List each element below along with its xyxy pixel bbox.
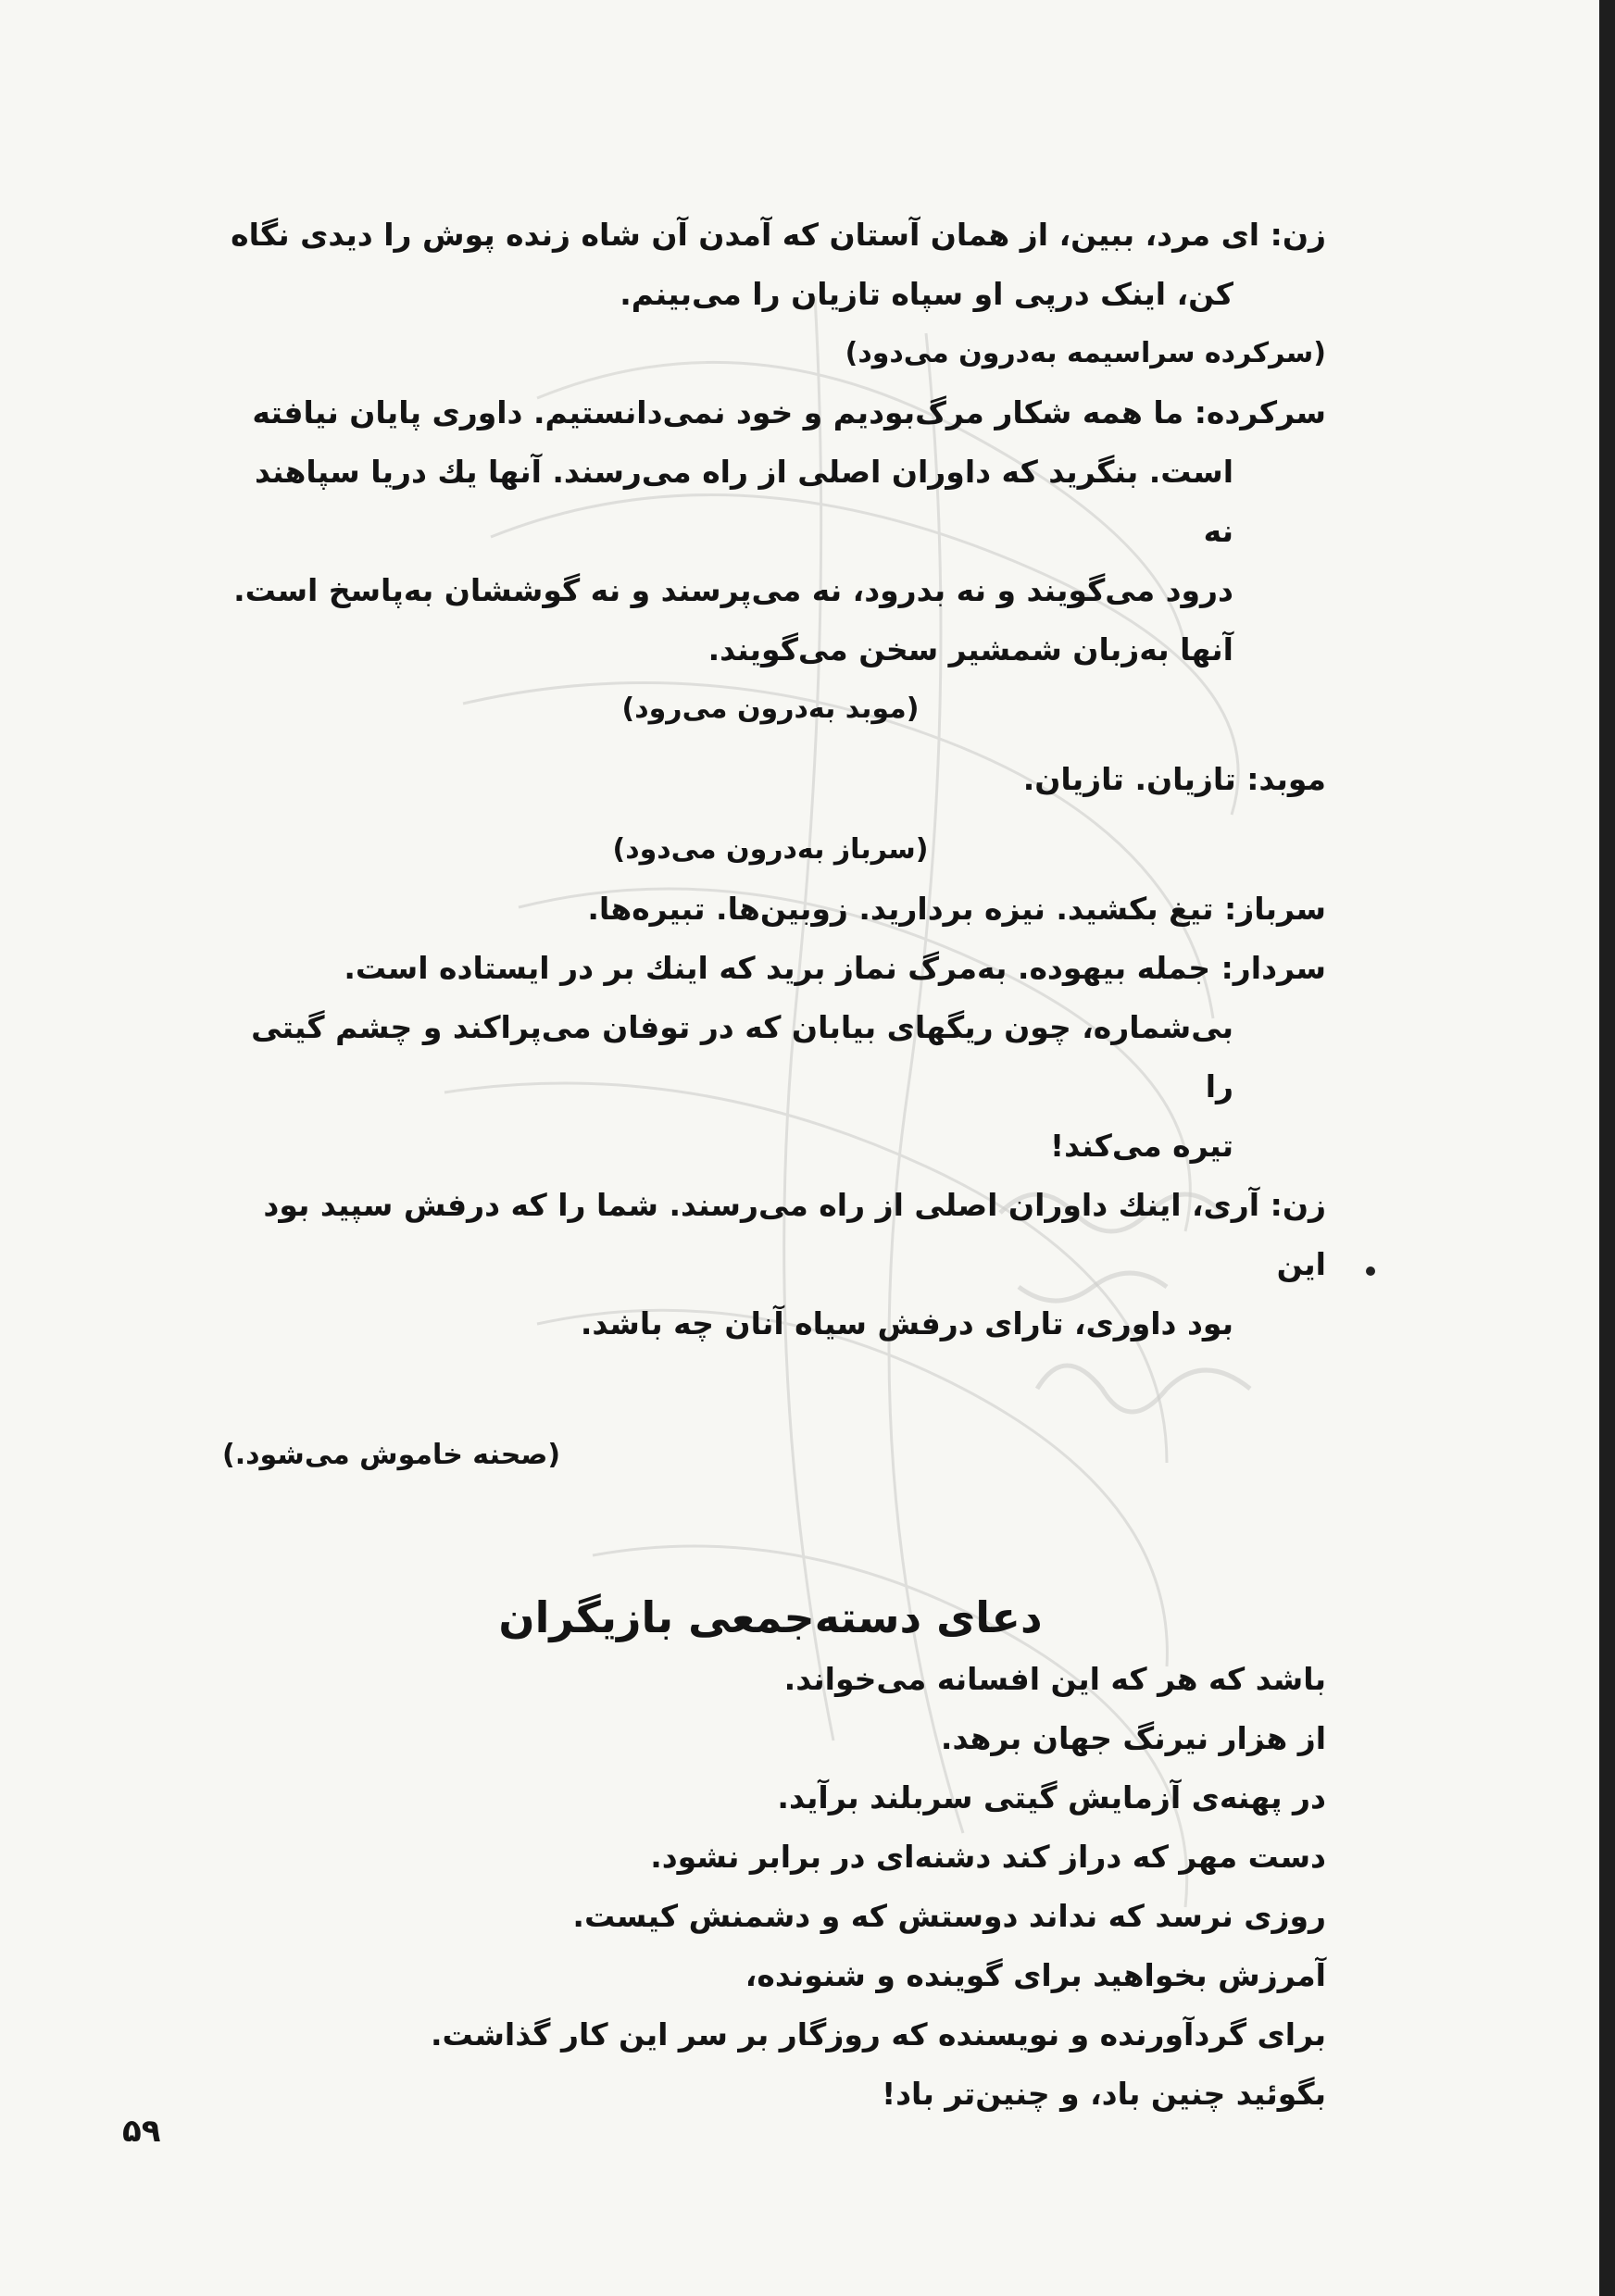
- dialogue-text: تیغ بکشید. نیزه بردارید. زوبین‌ها. تبیره‌ها.: [587, 891, 1214, 927]
- prayer-line: آمرزش بخواهید برای گوینده و شنونده،: [745, 1957, 1326, 1993]
- dialogue-continuation: کن، اینک درپی او سپاه تازیان را می‌بینم.: [620, 276, 1233, 312]
- prayer-line: از هزار نیرنگ جهان برهد.: [940, 1720, 1326, 1756]
- dialogue-continuation: بی‌شماره، چون ریگهای بیابان که در توفان می‌پراکند و چشم گیتی را: [251, 1009, 1233, 1104]
- dialogue-text: ای مرد، ببین، از همان آستان که آمدن آن شاه زنده پوش را دیدی نگاه: [231, 217, 1260, 253]
- prayer-line: برای گردآورنده و نویسنده که روزگار بر سر این کار گذاشت.: [430, 2016, 1326, 2053]
- ink-dot: [1366, 1267, 1375, 1276]
- dialogue-continuation: درود می‌گویند و نه بدرود، نه می‌پرسند و نه گوششان به‌پاسخ است.: [233, 572, 1233, 608]
- prayer-lines: [215, 1650, 1326, 2124]
- prayer-title: دعای دسته‌جمعی بازیگران: [498, 1592, 1043, 1642]
- dialogue-line-sarbaz: [215, 880, 1326, 939]
- stage-direction: (موبد به‌درون می‌رود): [621, 693, 920, 725]
- dialogue-continuation: تیره می‌کند!: [1050, 1128, 1233, 1164]
- prayer-line: باشد که هر که این افسانه می‌خواند.: [783, 1661, 1326, 1697]
- prayer-line: در پهنه‌ی آزمایش گیتی سربلند برآید.: [777, 1779, 1326, 1816]
- dialogue-text: ما همه شکار مرگ‌بودیم و خود نمی‌دانستیم. داوری پایان نیافته: [252, 394, 1184, 430]
- prayer-line: روزی نرسد که نداند دوستش که و دشمنش کیست.: [572, 1898, 1326, 1934]
- dialogue-text: تازیان. تازیان.: [1022, 761, 1236, 797]
- speaker-label: زن:: [1270, 1187, 1326, 1223]
- page-number: ۵۹: [122, 2113, 161, 2150]
- dialogue-text: جمله بیهوده. به‌مرگ نماز برید که اینك بر در ایستاده است.: [344, 950, 1211, 986]
- speaker-label: سرباز:: [1224, 891, 1326, 927]
- dialogue-line-sardar: [215, 939, 1326, 998]
- dialogue-line-mobad: [215, 750, 1326, 809]
- speaker-label: زن:: [1270, 217, 1326, 253]
- dialogue-continuation: است. بنگرید که داوران اصلی از راه می‌رسند. آنها یك دریا سپاهند نه: [254, 454, 1233, 549]
- speaker-label: موبد:: [1246, 761, 1326, 797]
- prayer-line: دست مهر که دراز کند دشنه‌ای در برابر نشود.: [650, 1839, 1326, 1875]
- prayer-line: بگوئید چنین باد، و چنین‌تر باد!: [882, 2076, 1326, 2112]
- dialogue-line-zan-1: [215, 206, 1326, 265]
- speaker-label: سردار:: [1221, 950, 1326, 986]
- scene-end-direction: (صحنه خاموش می‌شود.): [222, 1439, 561, 1471]
- dialogue-line-sarkardeh: [215, 383, 1326, 443]
- stage-direction: (سرکرده سراسیمه به‌درون می‌دود): [845, 337, 1326, 369]
- stage-direction: (سرباز به‌درون می‌دود): [612, 833, 929, 866]
- dialogue-continuation: بود داوری، تارای درفش سیاه آنان چه باشد.: [580, 1305, 1233, 1341]
- page-content: [215, 206, 1326, 2124]
- dialogue-text: آری، اینك داوران اصلی از راه می‌رسند. شما را که درفش سپید بود این: [263, 1187, 1326, 1282]
- dialogue-line-zan-2: [215, 1176, 1326, 1294]
- speaker-label: سرکرده:: [1194, 394, 1326, 430]
- dialogue-continuation: آنها به‌زبان شمشیر سخن می‌گویند.: [707, 631, 1233, 668]
